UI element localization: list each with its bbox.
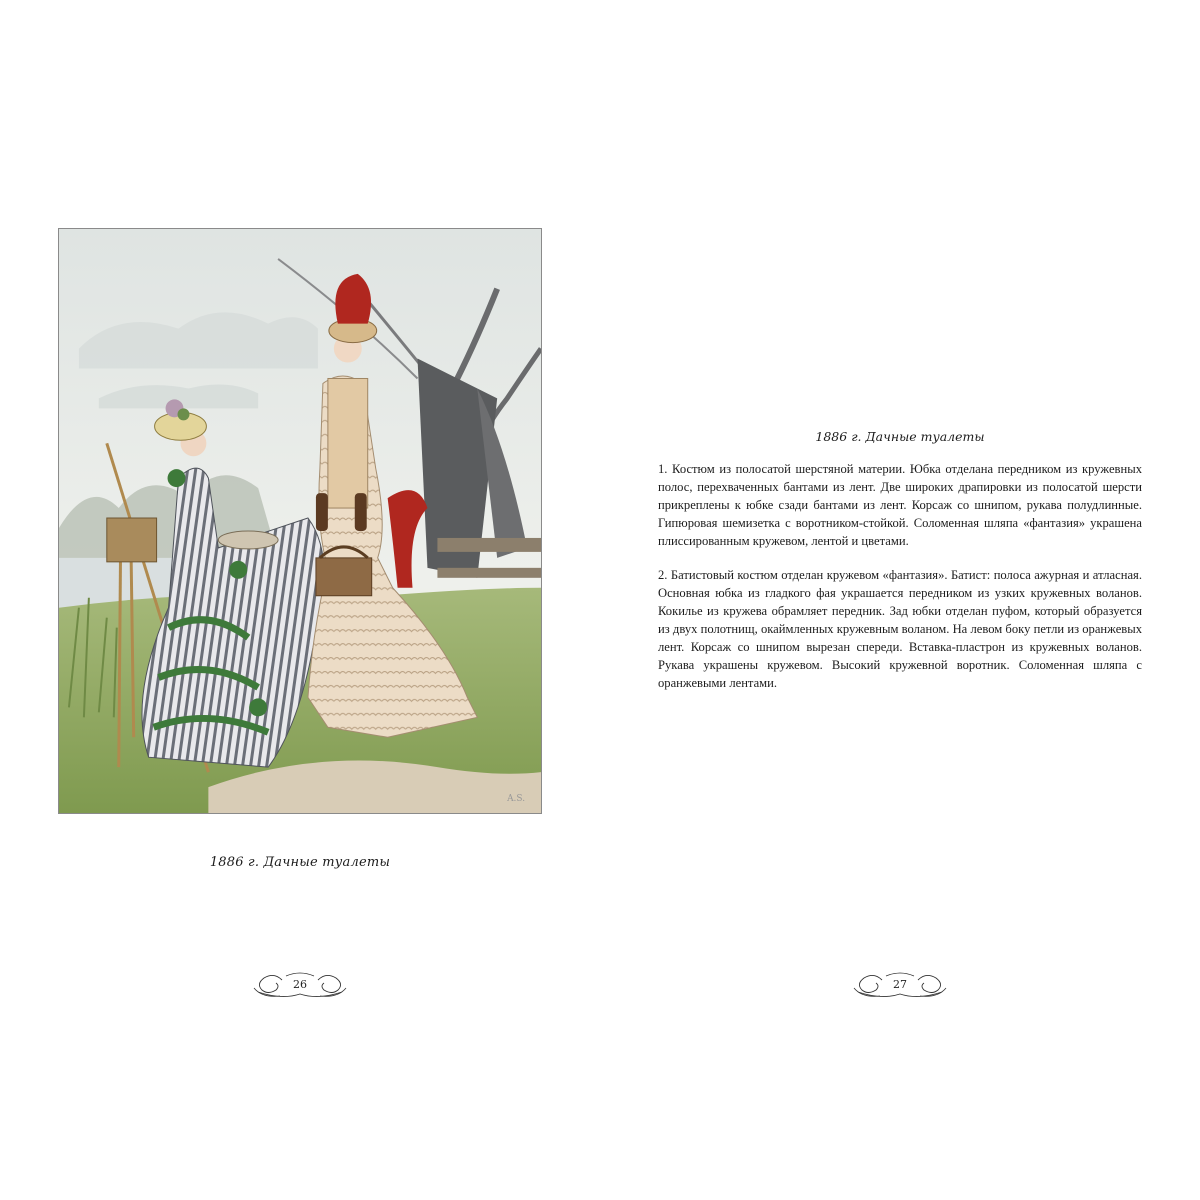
svg-text:A.S.: A.S. (507, 794, 526, 805)
page-number-text: 27 (893, 978, 907, 991)
section-heading: 1886 г. Дачные туалеты (815, 429, 985, 444)
page-number-right (852, 968, 948, 1004)
page-number-text: 26 (293, 978, 307, 991)
description-paragraph-1: 1. Костюм из полосатой шерстяной материи. Юбка отделана передником из кружевных полос, перехваченных бантами из лент. Две широких драпировки из полосатой шерсти прикреплены к юбке сзади бантами из лент. Корсаж со шнипом, рукава полудлинные. Гипюровая шемизетка с воротником-стойкой. Соломенная шляпа «фантазия» украшена плиссированным кружевом, лентой и цветами. (658, 462, 1142, 548)
fashion-plate-illustration (58, 228, 542, 814)
page-number-left (252, 968, 348, 1004)
plate-caption: 1886 г. Дачные туалеты (209, 855, 391, 870)
fashion-plate-icon (59, 229, 541, 813)
description-paragraph-2: 2. Батистовый костюм отделан кружевом «фантазия». Батист: полоса ажурная и атласная. Основная юбка из гладкого фая украшается передником из узких кружевных воланов. Кокилье из кружева обрамляет передник. Зад юбки отделан пуфом, который образуется из двух полотнищ, окаймленных кружевным воланом. На левом боку петли из оранжевых лент. Корсаж со шнипом вырезан спереди. Вставка-пластрон из кружевных воланов. Рукава украшены кружевом. Высокий кружевной воротник. Соломенная шляпа с оранжевыми лентами. (658, 568, 1142, 690)
